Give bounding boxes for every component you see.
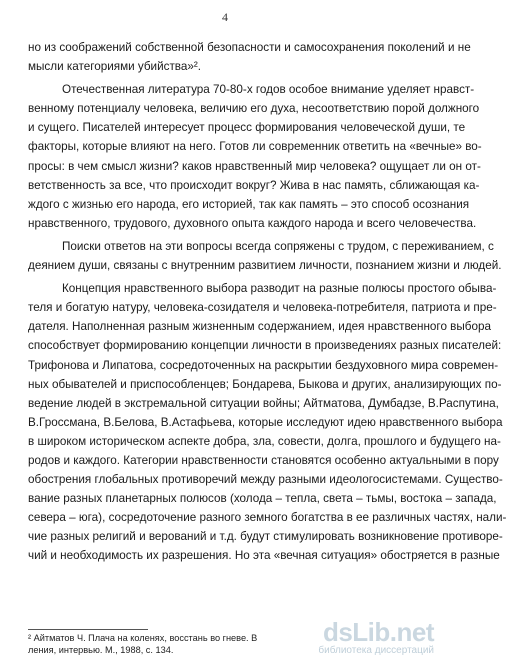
text-line: родов и каждого. Категории нравственности становятся особенно актуальными в пору: [28, 453, 499, 467]
text-line: нравственного, трудового, духовного опыта каждого народа и всего человечества.: [28, 216, 477, 230]
text-line: способствует формированию концепции личности в произведениях разных писателей:: [28, 339, 502, 353]
text-line: ветственность за все, что происходит вокруг? Жива в нас память, сближающая ка-: [28, 178, 480, 192]
text-line: факторы, которые влияют на него. Готов ли современник ответить на «вечные» во-: [28, 140, 482, 154]
text-line: чие разных религий и верований и т.д. будут стимулировать возникновение противоре-: [28, 530, 503, 544]
text-line: севера – юга), сосредоточение разного земного богатства в ее различных частях, нали-: [28, 511, 506, 525]
text-line: и сущего. Писателей интересует процесс формирования человеческой души, те: [28, 121, 466, 135]
footnote-line: ления, интервью. М., 1988, с. 134.: [28, 645, 174, 655]
text-line: но из соображений собственной безопасности и самосохранения поколений и не: [28, 41, 471, 54]
footnote-divider: [28, 629, 148, 630]
text-line: теля и богатую натуру, человека-созидателя и человека-потребителя, патриота и пре-: [28, 301, 497, 315]
text-line: Концепция нравственного выбора разводит на разные полюсы простого обыва-: [62, 282, 497, 296]
text-line: деянием души, связаны с внутренним развитием личности, познанием жизни и людей.: [28, 259, 502, 273]
text-line: вание разных планетарных полюсов (холода – тепла, света – тьмы, востока – запада,: [28, 492, 497, 506]
text-line: просы: в чем смысл жизни? каков нравственный мир человека? ощущает ли он от-: [28, 159, 481, 173]
text-line: обострения глобальных противоречий между разными идеологосистемами. Существо-: [28, 473, 503, 487]
watermark-caption: библиотека диссертаций: [318, 645, 434, 656]
text-line: дателя. Наполненная разным жизненным содержанием, идея нравственного выбора: [28, 320, 491, 334]
text-line: ных обывателей и приспособленцев; Бондарева, Быкова и других, анализирующих по-: [28, 377, 502, 391]
text-line: В.Гроссмана, В.Белова, В.Астафьева, которые исследуют идею нравственного выбора: [28, 415, 503, 429]
text-line: чий и необходимость их разрешения. Но эта «вечная ситуация» обостряется в разные: [28, 549, 500, 563]
text-line: ждого с жизнью его народа, его историей, так как память – это способ осознания: [28, 197, 470, 211]
body-text: [28, 38, 506, 566]
text-line: мысли категориями убийства»².: [28, 60, 202, 74]
page-number: 4: [222, 10, 228, 24]
footnote-line: ² Айтматов Ч. Плача на коленях, восстань во гневе. В: [28, 633, 258, 643]
text-line: в широком историческом аспекте добра, зла, совести, долга, прошлого и будущего на-: [28, 434, 501, 448]
text-line: Отечественная литература 70-80-х годов особое внимание уделяет нравст-: [62, 83, 475, 97]
text-line: Поиски ответов на эти вопросы всегда сопряжены с трудом, с переживанием, с: [62, 239, 494, 253]
text-line: Трифонова и Липатова, сосредоточенных на раскрытии бездуховного мира современ-: [28, 358, 499, 372]
watermark-logo: dsLib.net: [322, 617, 434, 647]
text-line: ведение людей в экстремальной ситуации войны; Айтматова, Думбадзе, В.Распутина,: [28, 396, 499, 410]
text-line: венному потенциалу человека, величию его духа, несоответствию порой должного: [28, 102, 480, 116]
footnote: [28, 632, 288, 656]
watermark: [302, 618, 442, 658]
